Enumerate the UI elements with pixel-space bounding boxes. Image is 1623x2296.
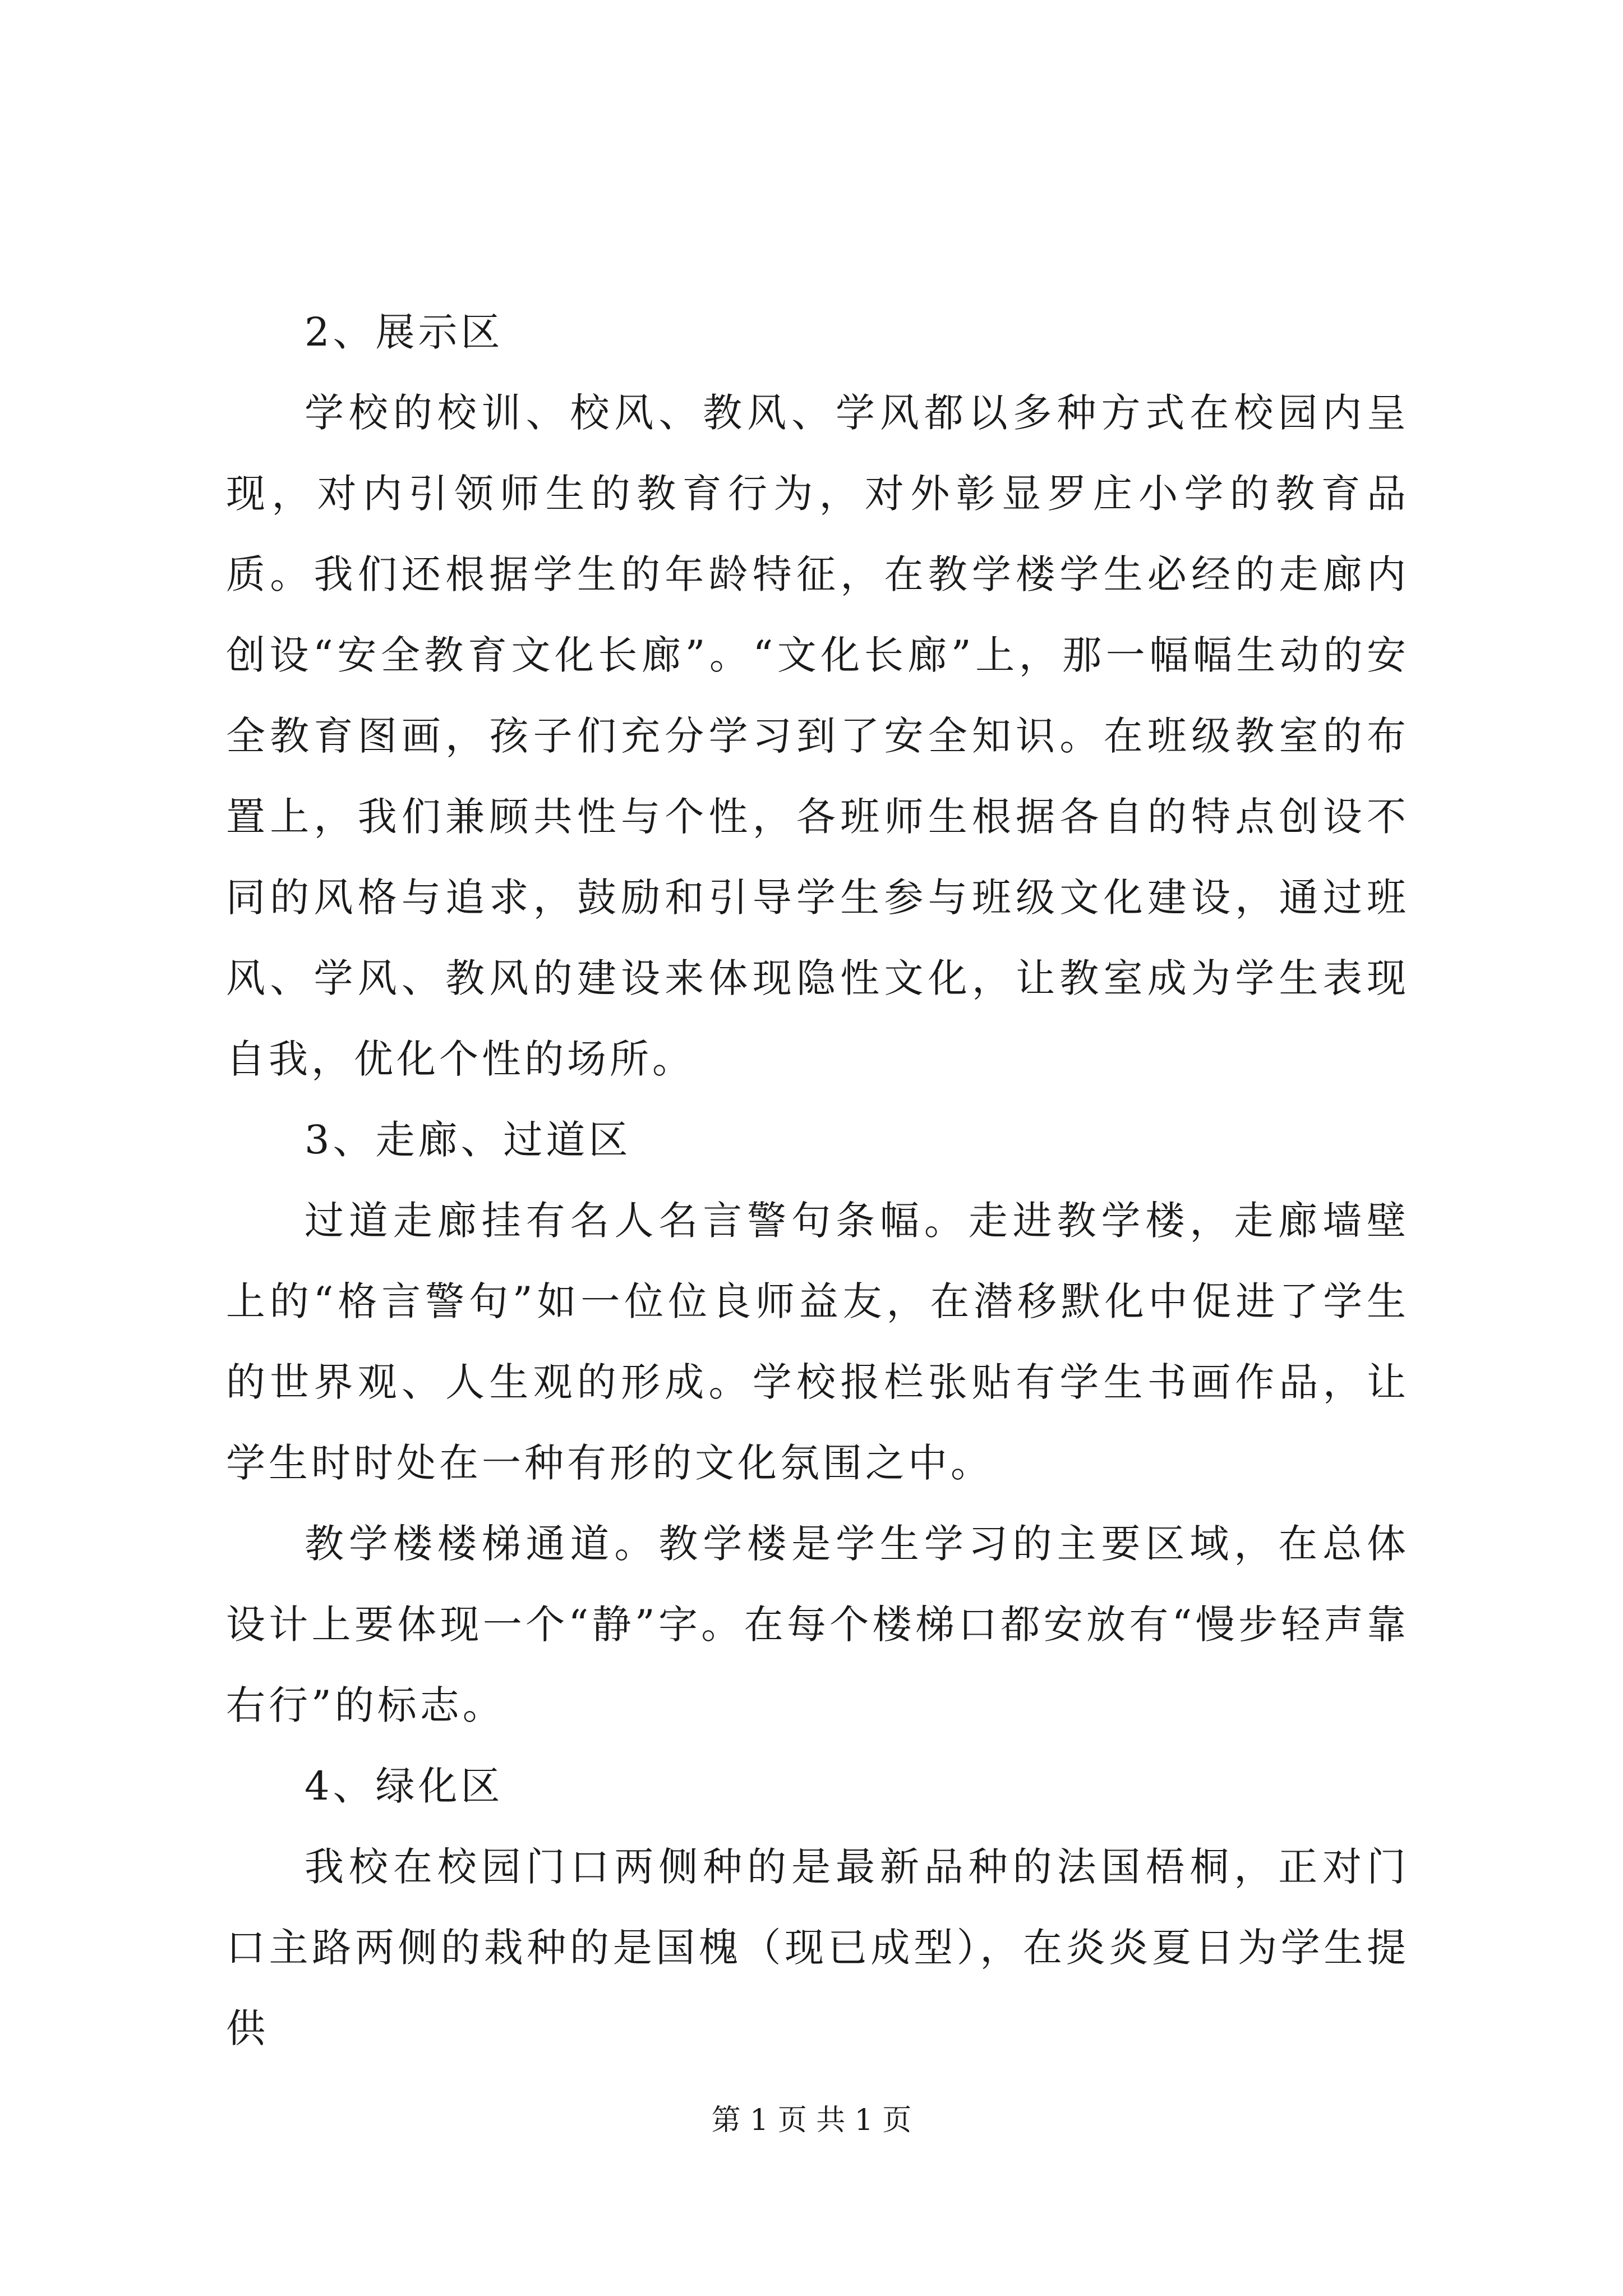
section-heading-corridor-area: 3、走廊、过道区 xyxy=(305,1117,631,1163)
paragraph-stairway: 教学楼楼梯通道。教学楼是学生学习的主要区域，在总体设计上要体现一个“静”字。在每个楼梯口都安放有“慢步轻声靠右行”的标志。 xyxy=(226,1521,1409,1728)
paragraph-display-area: 学校的校训、校风、教风、学风都以多种方式在校园内呈现，对内引领师生的教育行为，对外彰显罗庄小学的教育品质。我们还根据学生的年龄特征，在教学楼学生必经的走廊内创设“安全教育文化长廊”。“文化长廊”上，那一幅幅生动的安全教育图画，孩子们充分学习到了安全知识。在班级教室的布置上，我们兼顾共性与个性，各班师生根据各自的特点创设不同的风格与追求，鼓励和引导学生参与班级文化建设，通过班风、学风、教风的建设来体现隐性文化，让教室成为学生表现自我，优化个性的场所。 xyxy=(226,390,1409,1082)
paragraph-corridor-mottos: 过道走廊挂有名人名言警句条幅。走进教学楼，走廊墙壁上的“格言警句”如一位位良师益友，在潜移默化中促进了学生的世界观、人生观的形成。学校报栏张贴有学生书画作品，让学生时时处在一种有形的文化氛围之中。 xyxy=(226,1198,1409,1486)
document-body xyxy=(226,292,1409,2069)
section-heading-greening-area: 4、绿化区 xyxy=(305,1763,504,1809)
paragraph-greening: 我校在校园门口两侧种的是最新品种的法国梧桐，正对门口主路两侧的栽种的是国槐（现已成型），在炎炎夏日为学生提供 xyxy=(226,1844,1409,2051)
section-heading-display-area: 2、展示区 xyxy=(305,309,504,355)
page-footer: 第 1 页 共 1 页 xyxy=(711,2104,912,2137)
